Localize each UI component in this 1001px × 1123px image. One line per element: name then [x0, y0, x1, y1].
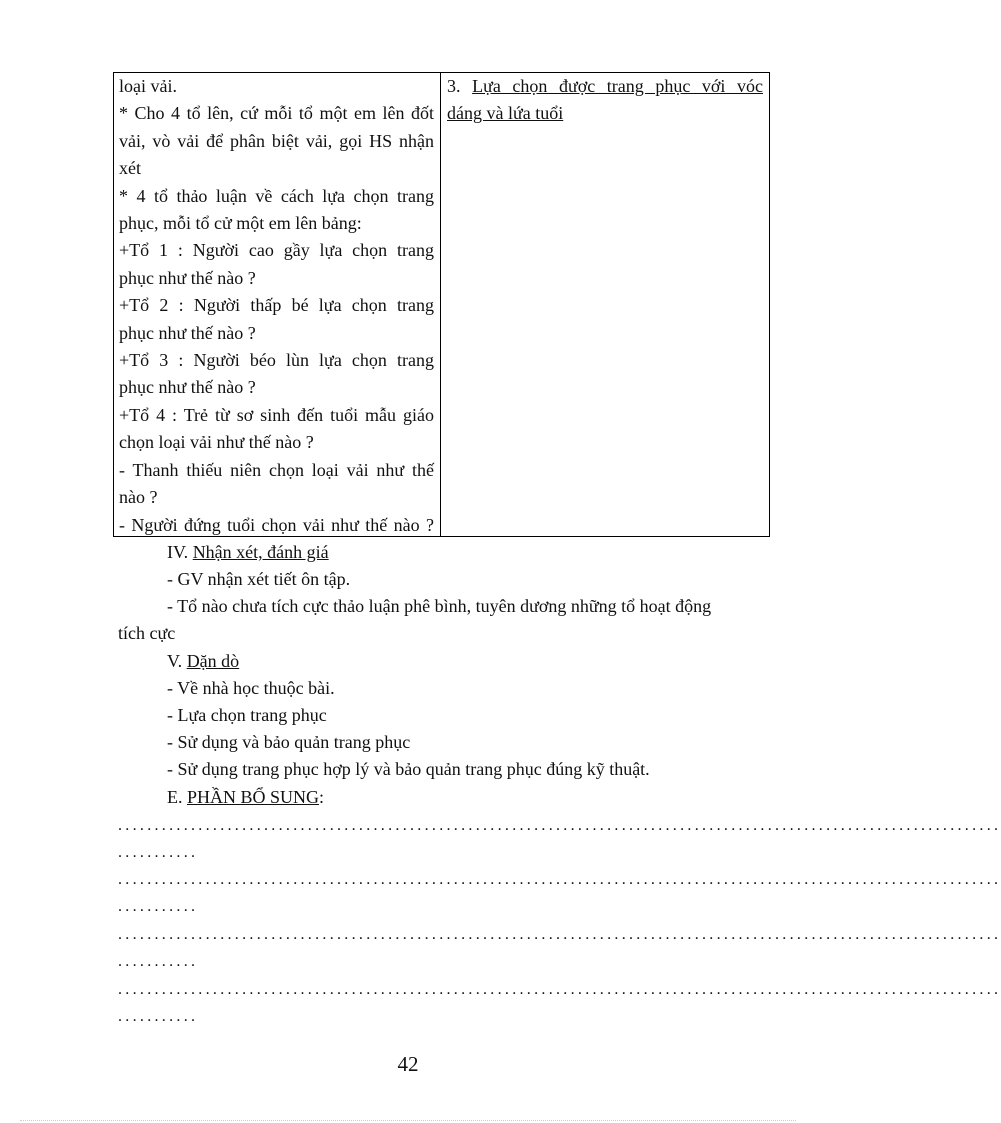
section-v-item: - Về nhà học thuộc bài.: [167, 678, 335, 698]
table-left-line: * Cho 4 tổ lên, cứ mỗi tổ một em lên đốt: [119, 103, 434, 124]
section-v-item: - Sử dụng và bảo quản trang phục: [167, 732, 411, 752]
table-left-line: loại vải.: [119, 76, 177, 96]
table-left-line: +Tổ 1 : Người cao gầy lựa chọn trang: [119, 240, 434, 261]
table-left-line: phục như thế nào ?: [119, 377, 256, 398]
table-left-line: +Tổ 2 : Người thấp bé lựa chọn trang: [119, 295, 434, 316]
fill-in-dots-long: .........................................................................................................................: [118, 926, 1001, 943]
table-left-line: xét: [119, 158, 141, 179]
objective-title-cont: dáng và lứa tuổi: [447, 103, 564, 124]
table-left-line: phục, mỗi tổ cử một em lên bảng:: [119, 213, 362, 234]
section-iv-heading: [167, 539, 329, 566]
fill-in-dots-short: ...........: [118, 1008, 199, 1025]
fill-in-dots-long: .........................................................................................................................: [118, 817, 1001, 834]
table-left-line: chọn loại vải như thế nào ?: [119, 432, 314, 453]
content-table: [113, 72, 770, 537]
table-right-line: [447, 73, 763, 100]
section-e-number: E.: [167, 787, 183, 807]
fill-in-dots-long: .........................................................................................................................: [118, 871, 1001, 888]
table-right-column: [441, 73, 769, 536]
table-left-line: - Người đứng tuổi chọn vải như thế nào ?: [119, 514, 434, 535]
fill-in-dots-long: .........................................................................................................................: [118, 981, 1001, 998]
section-v-item: - Sử dụng trang phục hợp lý và bảo quản trang phục đúng kỹ thuật.: [167, 759, 650, 779]
section-iv-item: - GV nhận xét tiết ôn tập.: [167, 569, 351, 589]
section-iv-title: Nhận xét, đánh giá: [192, 542, 329, 562]
table-left-column: [114, 73, 441, 536]
section-iv-continuation: tích cực: [118, 623, 176, 643]
table-right-line: [447, 100, 763, 127]
section-iv-item: - Tổ nào chưa tích cực thảo luận phê bình, tuyên dương những tổ hoạt động: [167, 596, 712, 616]
table-left-line: - Thanh thiếu niên chọn loại vải như thế: [119, 459, 434, 480]
fill-in-dots-short: ...........: [118, 953, 199, 970]
fill-in-dots-short: ...........: [118, 898, 199, 915]
table-left-line: vải, vò vải để phân biệt vải, gọi HS nhận: [119, 130, 434, 151]
section-v-heading: [167, 648, 239, 675]
objective-title: Lựa chọn được trang phục với vóc: [472, 76, 763, 96]
section-v-item: - Lựa chọn trang phục: [167, 705, 327, 725]
table-left-line: * 4 tổ thảo luận về cách lựa chọn trang: [119, 185, 434, 206]
section-iv-number: IV.: [167, 542, 189, 562]
table-left-line: phục như thế nào ?: [119, 267, 256, 288]
section-v-number: V.: [167, 651, 183, 671]
section-v-title: Dặn dò: [186, 651, 240, 671]
section-e-heading: [167, 784, 324, 811]
page-bottom-divider: [20, 1120, 796, 1121]
table-left-line: +Tổ 4 : Trẻ từ sơ sinh đến tuổi mẫu giáo: [119, 404, 434, 425]
table-left-line: nào ?: [119, 487, 158, 508]
fill-in-dots-short: ...........: [118, 844, 199, 861]
section-e-colon: :: [319, 787, 325, 807]
table-left-line: phục như thế nào ?: [119, 322, 256, 343]
page-number: 42: [397, 1052, 419, 1076]
section-e-title: PHẦN BỔ SUNG: [187, 787, 320, 807]
table-left-line: +Tổ 3 : Người béo lùn lựa chọn trang: [119, 350, 434, 371]
objective-number: 3.: [447, 76, 461, 96]
